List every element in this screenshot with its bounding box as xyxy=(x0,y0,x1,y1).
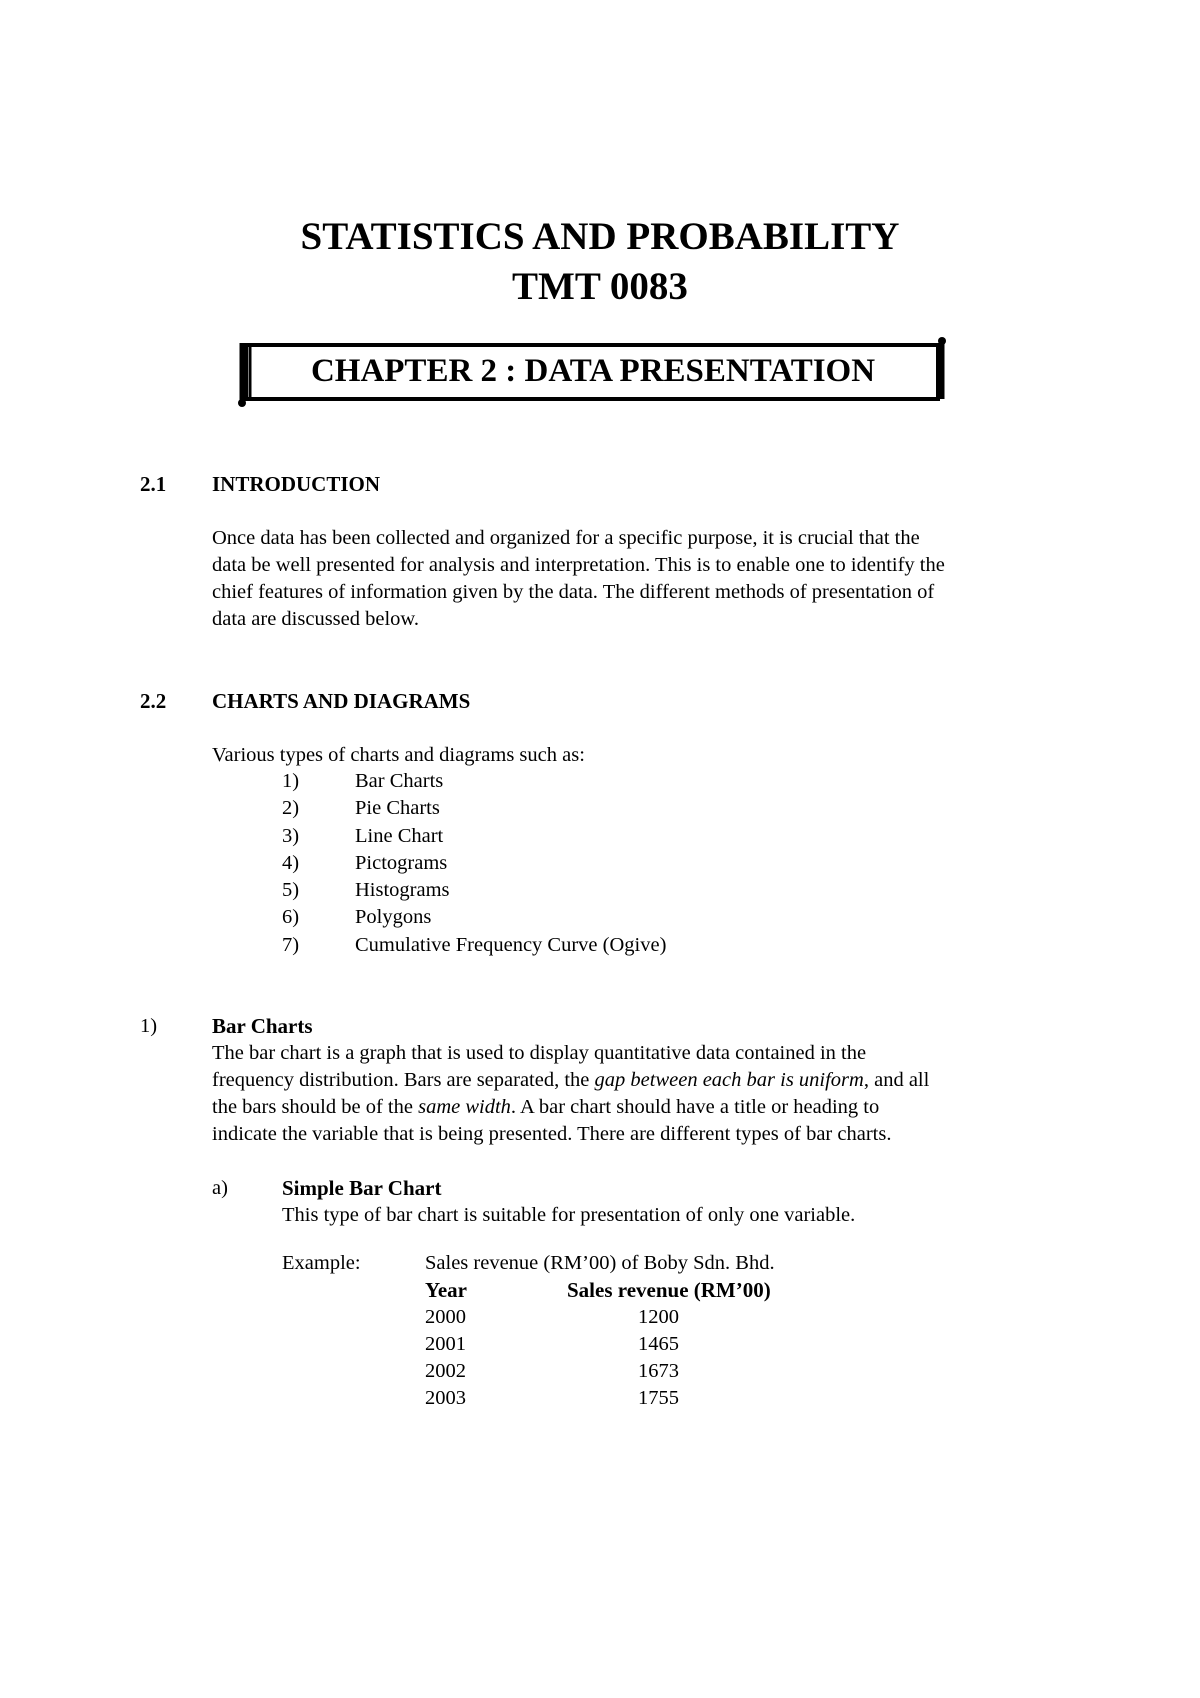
list-label: Pie Charts xyxy=(355,797,440,820)
table-header-sales: Sales revenue (RM’00) xyxy=(567,1278,771,1302)
simple-bar-chart-description: This type of bar chart is suitable for presentation of only one variable. xyxy=(282,1204,856,1226)
paragraph-line: chief features of information given by the data. The different methods of presentation of xyxy=(212,581,935,603)
example-caption: Sales revenue (RM’00) of Boby Sdn. Bhd. xyxy=(425,1252,775,1274)
list-label: Pictograms xyxy=(355,851,448,874)
list-number: 6) xyxy=(282,906,300,929)
table-cell-year: 2000 xyxy=(425,1306,466,1328)
text-run: frequency distribution. Bars are separated, the xyxy=(212,1069,595,1091)
list-number: 7) xyxy=(282,933,300,956)
paragraph-line: Once data has been collected and organized for a specific purpose, it is crucial that the xyxy=(212,527,920,549)
list-number: 3) xyxy=(282,824,300,847)
subsection-title-bar-charts: Bar Charts xyxy=(212,1014,313,1038)
example-label: Example: xyxy=(282,1252,361,1274)
subsection-number: 1) xyxy=(140,1015,158,1037)
bar-charts-paragraph xyxy=(212,1040,1072,1148)
list-number: 2) xyxy=(282,797,300,820)
table-header-year: Year xyxy=(425,1278,467,1302)
list-label: Polygons xyxy=(355,906,432,929)
paragraph-line: data be well presented for analysis and interpretation. This is to enable one to identify the xyxy=(212,554,945,576)
list-number: 4) xyxy=(282,851,300,874)
list-label: Histograms xyxy=(355,879,450,902)
paragraph-line: The bar chart is a graph that is used to display quantitative data contained in the xyxy=(212,1042,867,1064)
text-run: . A bar chart should have a title or heading to xyxy=(510,1096,880,1118)
introduction-paragraph xyxy=(212,525,1072,633)
document-title: STATISTICS AND PROBABILITY xyxy=(300,215,900,258)
list-label: Bar Charts xyxy=(355,770,444,792)
chapter-banner xyxy=(238,337,948,407)
section-title-charts-and-diagrams: CHARTS AND DIAGRAMS xyxy=(212,689,471,713)
text-run: the bars should be of the xyxy=(212,1096,419,1118)
sub-subsection-letter: a) xyxy=(212,1177,228,1199)
list-label: Cumulative Frequency Curve (Ogive) xyxy=(355,933,667,956)
table-cell-sales: 1673 xyxy=(638,1360,679,1382)
paragraph-line xyxy=(212,1067,1072,1094)
table-cell-year: 2003 xyxy=(425,1387,466,1409)
section-number: 2.1 xyxy=(140,472,167,496)
table-cell-sales: 1200 xyxy=(638,1306,679,1328)
text-run: , and all xyxy=(863,1069,930,1091)
list-number: 1) xyxy=(282,770,300,792)
emphasis-text: gap between each bar is uniform xyxy=(594,1069,864,1091)
table-cell-year: 2002 xyxy=(425,1360,466,1382)
paragraph-line: indicate the variable that is being presented. There are different types of bar charts. xyxy=(212,1123,892,1145)
table-cell-sales: 1465 xyxy=(638,1333,679,1355)
emphasis-text: same width xyxy=(418,1096,511,1118)
paragraph-line xyxy=(212,1094,1072,1121)
list-label: Line Chart xyxy=(355,824,444,847)
table-cell-year: 2001 xyxy=(425,1333,466,1355)
paragraph-line: data are discussed below. xyxy=(212,608,420,630)
course-code: TMT 0083 xyxy=(512,265,688,308)
charts-intro: Various types of charts and diagrams such as: xyxy=(212,744,585,766)
chapter-title: CHAPTER 2 : DATA PRESENTATION xyxy=(310,353,876,389)
section-number: 2.2 xyxy=(140,689,167,713)
section-title-introduction: INTRODUCTION xyxy=(212,472,381,496)
table-cell-sales: 1755 xyxy=(638,1387,679,1409)
sub-subsection-title-simple-bar-chart: Simple Bar Chart xyxy=(282,1176,442,1200)
list-number: 5) xyxy=(282,879,300,902)
